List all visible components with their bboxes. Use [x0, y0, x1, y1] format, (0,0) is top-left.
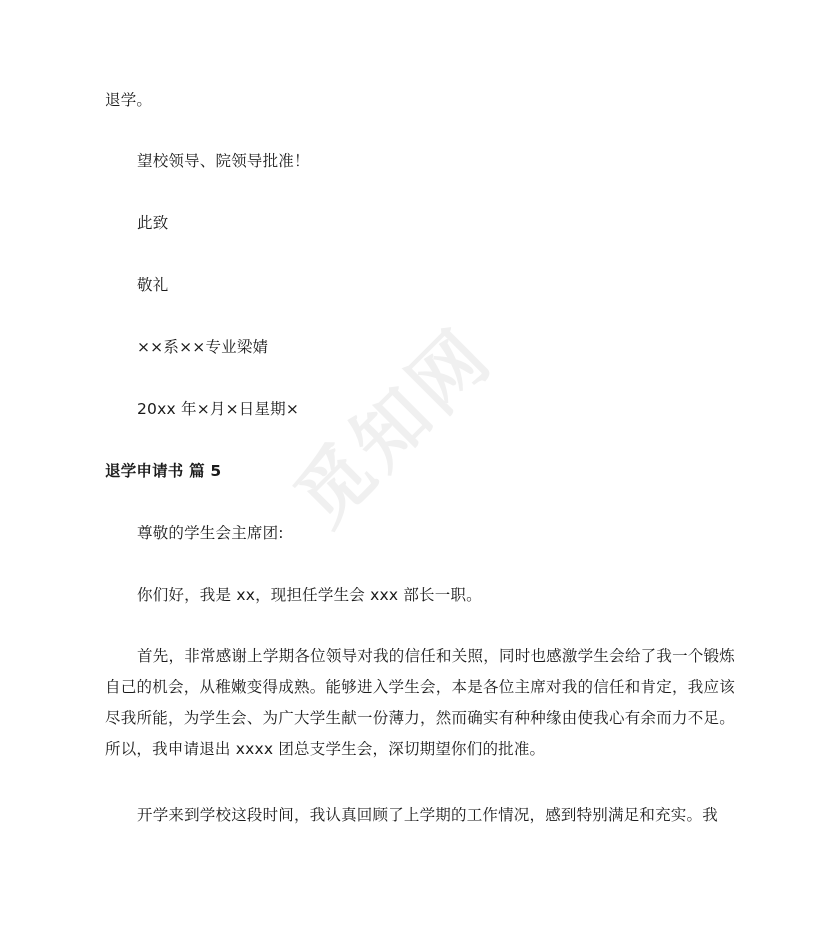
section-heading: 退学申请书 篇 5	[105, 462, 222, 480]
greeting-line: 你们好，我是 xx，现担任学生会 xxx 部长一职。	[137, 586, 482, 604]
salutation-line: 尊敬的学生会主席团:	[137, 524, 284, 542]
text-line: 退学。	[105, 91, 153, 109]
watermark: 觅知网	[278, 311, 510, 543]
date-line: 20xx 年×月×日星期×	[137, 400, 300, 418]
signature-line: ××系××专业梁婧	[137, 338, 269, 356]
body-paragraph: 首先，非常感谢上学期各位领导对我的信任和关照，同时也感激学生会给了我一个锻炼自己的机会，从稚嫩变得成熟。能够进入学生会，本是各位主席对我的信任和肯定，我应该尽我所能，为学生会、为广大学生献一份薄力，然而确实有种种缘由使我心有余而力不足。所以，我申请退出 xxxx 团总支学生会，深切期望你们的批准。	[105, 647, 735, 758]
text-line: 敬礼	[137, 276, 169, 294]
text-line: 望校领导、院领导批准！	[137, 152, 310, 170]
body-paragraph: 开学来到学校这段时间，我认真回顾了上学期的工作情况，感到特别满足和充实。我	[137, 806, 718, 824]
text-line: 此致	[137, 214, 169, 232]
